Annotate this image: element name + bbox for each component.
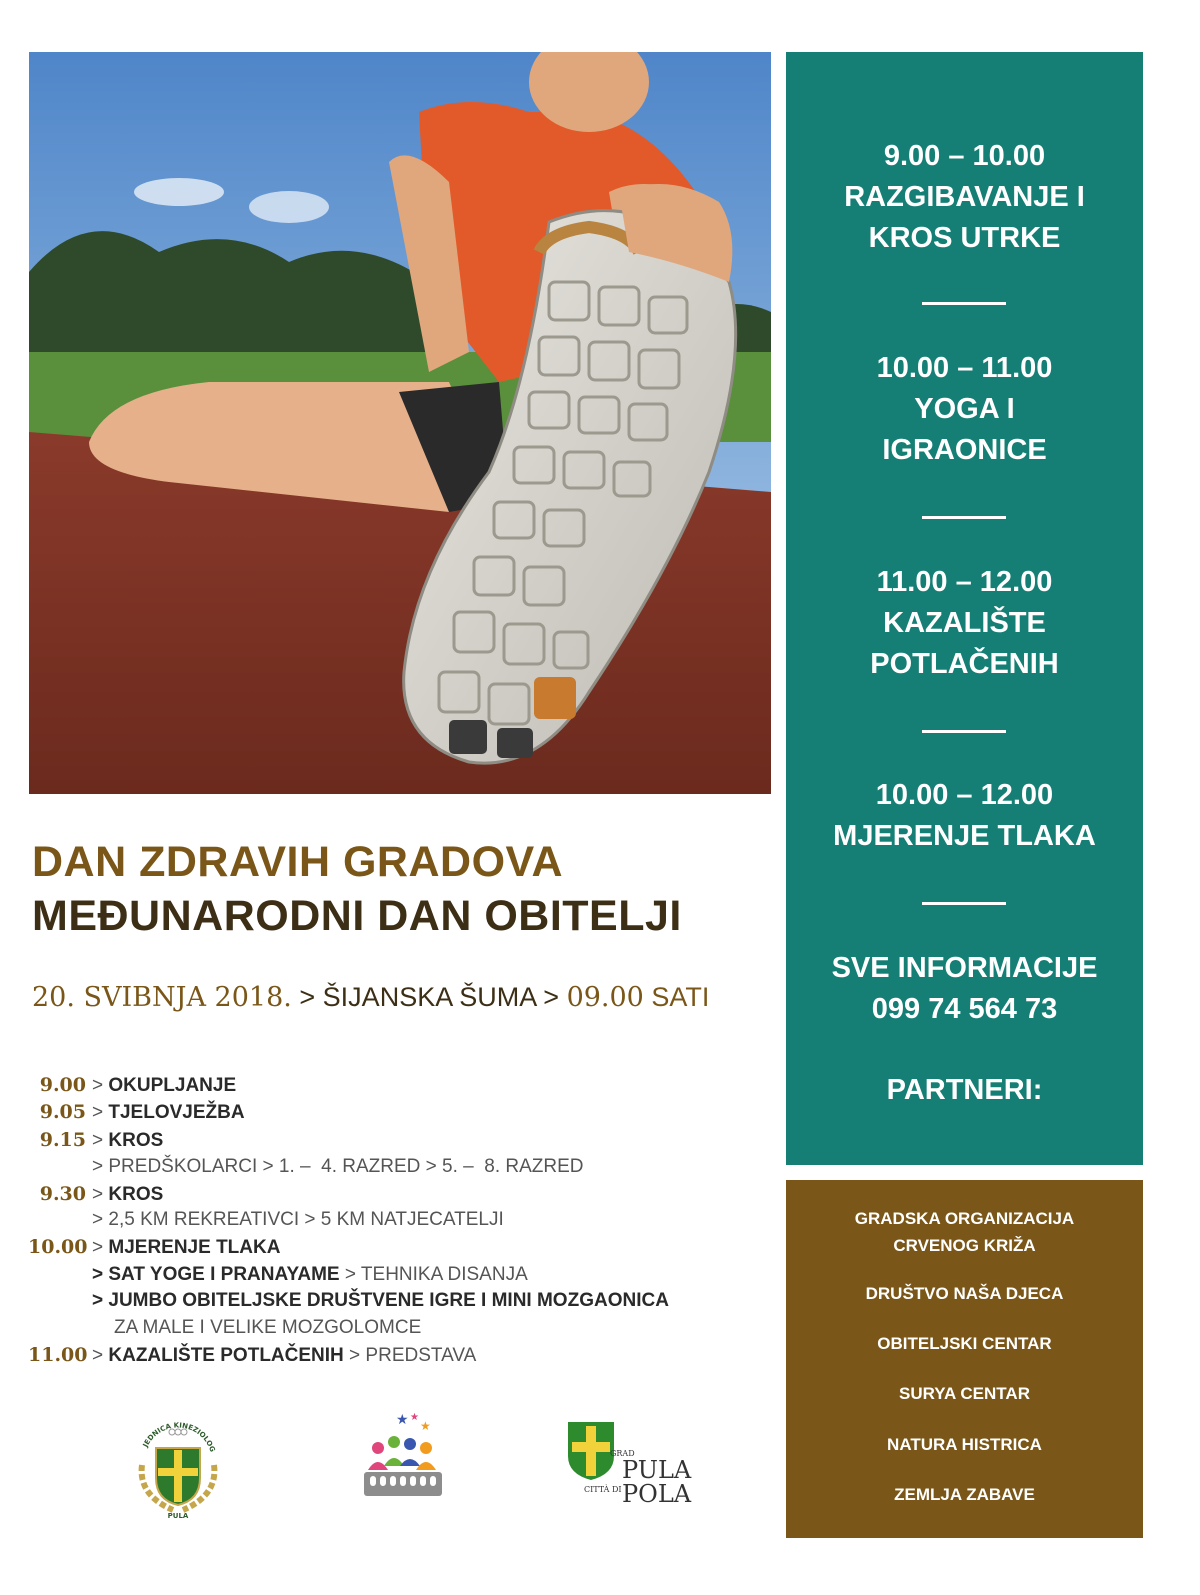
event-date: 20. SVIBNJA 2018. <box>32 982 292 1013</box>
program-text: > <box>92 1345 109 1366</box>
schedule-panel <box>786 52 1143 1165</box>
divider <box>922 902 1006 905</box>
divider <box>922 730 1006 733</box>
slot-time: 11.00 – 12.00 <box>876 566 1053 598</box>
slot-activity: KROS UTRKE <box>868 222 1061 254</box>
partner-name: CRVENOG KRIŽA <box>893 1236 1036 1255</box>
program-time: 11.00 <box>28 1344 88 1366</box>
program-row <box>28 1101 245 1124</box>
logo-grad: GRAD <box>610 1449 635 1458</box>
schedule-slot <box>786 775 1143 857</box>
partner-item <box>786 1330 1143 1357</box>
event-place: ŠIJANSKA ŠUMA <box>322 982 536 1012</box>
program-text: ZA MALE I VELIKE MOZGOLOMCE <box>114 1317 422 1338</box>
schedule-slot <box>786 562 1143 685</box>
program-text: KAZALIŠTE POTLAČENIH <box>108 1345 344 1366</box>
slot-activity: YOGA I <box>914 393 1015 425</box>
info-block <box>786 948 1143 1030</box>
partners-label-block <box>786 1070 1143 1111</box>
hero-photo-running-shoe <box>29 52 771 794</box>
program-time: 9.05 <box>39 1101 86 1123</box>
partner-item <box>786 1380 1143 1407</box>
event-start-time: 09.00 <box>566 982 644 1013</box>
partner-name: ZEMLJA ZABAVE <box>894 1485 1035 1504</box>
info-phone: 099 74 564 73 <box>871 993 1058 1025</box>
program-text: > SAT YOGE I PRANAYAME <box>92 1264 340 1285</box>
program-time: 9.15 <box>39 1129 86 1151</box>
divider <box>922 516 1006 519</box>
logo-pula: PULA <box>622 1456 692 1484</box>
program-text: > PREDSTAVA <box>343 1345 477 1366</box>
nasa-djeca-logo <box>358 1410 450 1502</box>
logo-text-pula: PULA <box>167 1512 189 1520</box>
program-row <box>28 1129 163 1152</box>
program-text: OKUPLJANJE <box>108 1075 237 1096</box>
program-text: > <box>92 1130 109 1151</box>
separator: > <box>543 982 560 1012</box>
partner-name: DRUŠTVO NAŠA DJECA <box>865 1284 1064 1303</box>
program-time: 9.30 <box>39 1183 86 1205</box>
kinesiology-logo <box>128 1410 228 1520</box>
svg-text:★: ★ <box>420 1419 431 1433</box>
partner-item <box>786 1280 1143 1307</box>
program-text: KROS <box>108 1184 164 1205</box>
slot-time: 9.00 – 10.00 <box>883 140 1046 172</box>
program-text: > <box>92 1075 109 1096</box>
program-text: > <box>92 1102 109 1123</box>
schedule-slot <box>786 136 1143 259</box>
program-time: 10.00 <box>28 1236 88 1258</box>
slot-activity: RAZGIBAVANJE I <box>844 181 1085 213</box>
program-row <box>28 1209 504 1231</box>
program-text: > JUMBO OBITELJSKE DRUŠTVENE IGRE I MINI MOZGAONICA <box>92 1290 669 1311</box>
slot-time: 10.00 – 12.00 <box>875 779 1054 811</box>
date-place-line <box>32 982 709 1013</box>
partner-item <box>786 1481 1143 1508</box>
svg-text:★: ★ <box>396 1411 409 1427</box>
program-row <box>28 1183 163 1206</box>
program-text: > TEHNIKA DISANJA <box>339 1264 528 1285</box>
slot-activity: IGRAONICE <box>882 434 1047 466</box>
program-row <box>28 1344 476 1367</box>
svg-text:★: ★ <box>410 1412 419 1423</box>
program-row <box>28 1317 421 1339</box>
program-row <box>28 1236 280 1259</box>
program-text: > PREDŠKOLARCI > 1. – 4. RAZRED > 5. – 8. RAZRED <box>92 1156 584 1177</box>
grad-pula-logo <box>566 1420 696 1508</box>
partner-name: OBITELJSKI CENTAR <box>877 1334 1052 1353</box>
divider <box>922 302 1006 305</box>
program-time: 9.00 <box>39 1074 86 1096</box>
partner-name: SURYA CENTAR <box>899 1384 1030 1403</box>
logo-pola: POLA <box>622 1480 692 1508</box>
program-text: MJERENJE TLAKA <box>108 1237 281 1258</box>
logo-citta: CITTÀ DI <box>584 1485 622 1494</box>
partner-name: NATURA HISTRICA <box>887 1435 1042 1454</box>
program-text: KROS <box>108 1130 164 1151</box>
logo-text-kinesiology: JEDNICA KINEZIOLOG <box>141 1421 217 1454</box>
schedule-slot <box>786 348 1143 471</box>
partners-label: PARTNERI: <box>886 1074 1043 1106</box>
partner-item <box>786 1431 1143 1458</box>
slot-activity: POTLAČENIH <box>870 648 1059 680</box>
partners-panel <box>786 1180 1143 1538</box>
event-start-unit: SATI <box>651 982 710 1012</box>
svg-text:ZAJEDNICA KINEZIOLOGA <box>128 1410 217 1453</box>
program-text: > <box>92 1184 109 1205</box>
partner-item <box>786 1205 1143 1259</box>
slot-activity: MJERENJE TLAKA <box>833 820 1096 852</box>
slot-time: 10.00 – 11.00 <box>876 352 1053 384</box>
program-text: > <box>92 1237 109 1258</box>
program-row <box>28 1074 236 1097</box>
program-text: > 2,5 KM REKREATIVCI > 5 KM NATJECATELJI <box>92 1209 504 1230</box>
info-label: SVE INFORMACIJE <box>831 952 1098 984</box>
program-text: TJELOVJEŽBA <box>108 1102 245 1123</box>
program-row <box>28 1264 528 1286</box>
program-row <box>28 1290 669 1312</box>
separator: > <box>299 982 316 1012</box>
event-subtitle: MEĐUNARODNI DAN OBITELJI <box>32 892 682 940</box>
partner-name: GRADSKA ORGANIZACIJA <box>854 1209 1075 1228</box>
event-title: DAN ZDRAVIH GRADOVA <box>32 838 564 886</box>
program-row <box>28 1156 584 1178</box>
slot-activity: KAZALIŠTE <box>883 607 1046 639</box>
